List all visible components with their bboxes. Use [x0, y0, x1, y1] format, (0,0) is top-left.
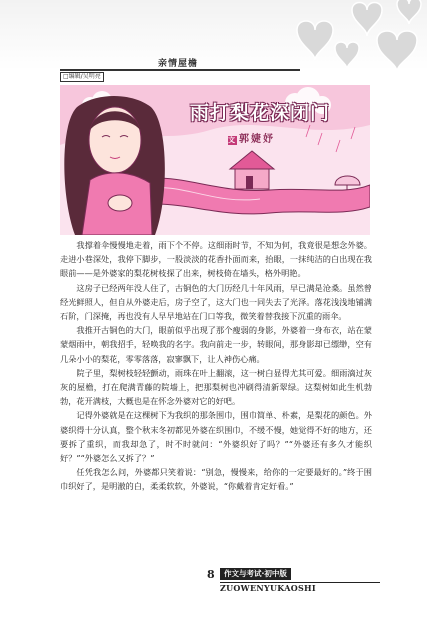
paragraph: 记得外婆就是在这棵树下为我织的那条围巾，围巾简单、朴素，是梨花的颜色。外婆织得十分认真，整个秋末冬初都见外婆在织围巾，不缓不慢，她觉得不好的地方，还要拆了重织，而我却急了，时不时就问：“外婆织好了吗？”“外婆还有多久才能织好？”“外婆怎么又拆了？” [60, 410, 372, 464]
paragraph: 任凭我怎么问，外婆都只笑着说：“别急，慢慢来，给你的一定要最好的。”终于围巾织好了，是明澈的白，柔柔软软，外婆说，“你戴着肯定好看。” [60, 467, 372, 492]
paragraph: 我撑着伞慢慢地走着，雨下个不停。这细雨时节，不知为何，我竟很是想念外婆。走进小巷深处，我停下脚步，一股淡淡的花香扑面而来，抬眼，一抹纯洁的白出现在我眼前——是外婆家的梨花树枝探了出来，树枝倚在墙头，格外明艳。 [60, 240, 372, 279]
girl-figure [64, 96, 165, 235]
hearts-decoration [257, 0, 427, 90]
page-number: 8 [207, 568, 215, 581]
publication-name: 作文与考试·初中版 [220, 568, 291, 580]
article-body [60, 238, 372, 494]
paragraph: 我推开古铜色的大门，眼前似乎出现了那个瘦弱的身影，外婆着一身布衣，站在蒙蒙烟雨中，朝我招手，轻唤我的名字。我向前走一步，转眼间，那身影却已缥缈，空有几朵小小的梨花，零零落落，寂寥飘下，让人神伤心痛。 [60, 325, 372, 364]
paragraph: 院子里，梨树枝轻轻颤动，雨珠在叶上翻滚，这一树白显得尤其可爱。细雨滴过灰灰的屋檐，打在爬满青藤的院墙上，把那梨树也冲刷得清新翠绿。这梨树如此生机勃勃，花开满枝，大概也是在怀念外婆对它的好吧。 [60, 367, 372, 407]
header-divider [60, 69, 300, 71]
editor-credit: □编辑/吴明亮 [60, 72, 104, 82]
paragraph: 这房子已经两年没人住了，古铜色的大门历经几十年风雨，早已满是沧桑。虽然曾经光鲜照人，但自从外婆走后，房子空了，这大门也一同失去了光泽。落花浅浅地铺满石阶，门深掩，再也没有人早早地站在门口等我，微笑着替我接下沉重的雨伞。 [60, 282, 372, 322]
column-name: 亲情屋檐 [158, 59, 199, 69]
article-title: 雨打梨花深闭门 [190, 102, 331, 124]
article-author [228, 130, 275, 145]
publication-latin: ZUOWENYUKAOSHI [220, 583, 316, 593]
author-name: 郭婕妤 [239, 134, 275, 145]
author-mark: 文 [228, 136, 237, 144]
